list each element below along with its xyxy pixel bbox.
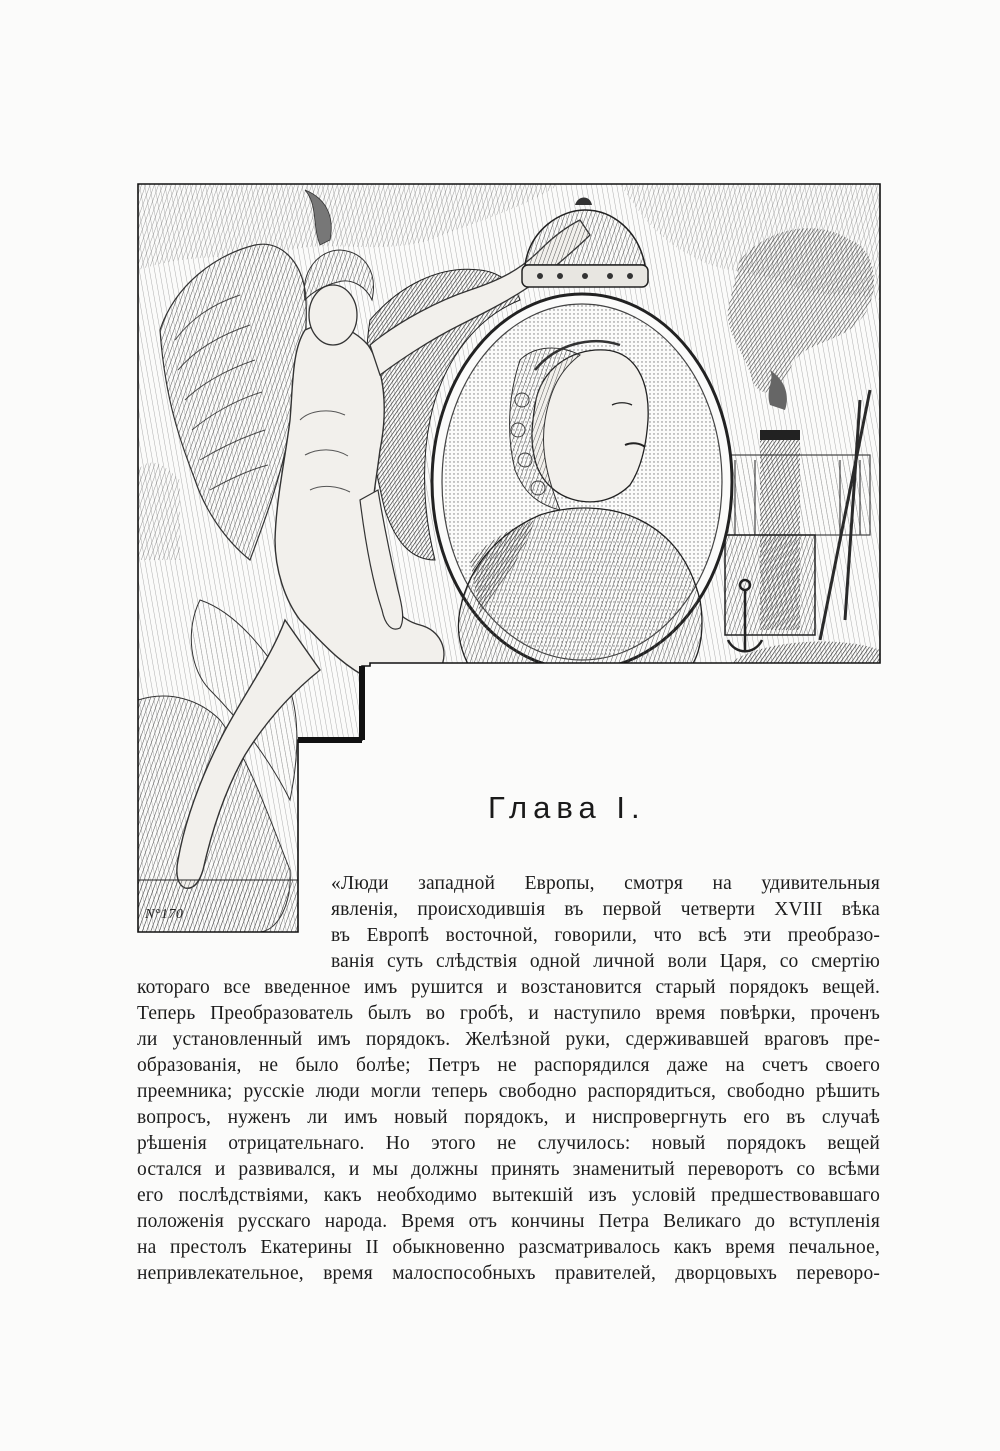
text-line: котораго все введенное имъ рушится и возстановится старый порядокъ вещей.	[137, 977, 880, 998]
text-line: на престолъ Екатерины II обыкновенно разсматривалось какъ время печальное,	[137, 1237, 880, 1258]
text-line: въ Европѣ восточной, говорили, что всѣ эти преобразо-	[331, 925, 880, 946]
text-line: ванія суть слѣдствія одной личной воли Царя, со смертію	[331, 951, 880, 972]
text-line: непривлекательное, время малоспособныхъ правителей, дворцовыхъ переворо-	[137, 1263, 880, 1284]
text-line: Теперь Преобразователь былъ во гробѣ, и наступило время повѣрки, проченъ	[137, 1003, 880, 1024]
text-line: вопросъ, нуженъ ли имъ новый порядокъ, и ниспровергнуть его въ случаѣ	[137, 1107, 880, 1128]
text-line: рѣшенія отрицательнаго. Но этого не случилось: новый порядокъ вещей	[137, 1133, 880, 1154]
plate-number: N°170	[145, 907, 184, 922]
text-line: образованія, не было болѣе; Петръ не распорядился даже на счетъ своего	[137, 1055, 880, 1076]
text-line: его послѣдствіями, какъ необходимо вытекшій изъ условій предшествовавшаго	[137, 1185, 880, 1206]
text-line: остался и развивался, и мы должны принять знаменитый переворотъ со всѣми	[137, 1159, 880, 1180]
text-line: положенія русскаго народа. Время отъ кончины Петра Великаго до вступленія	[137, 1211, 880, 1232]
text-line: «Люди западной Европы, смотря на удивительныя	[331, 873, 880, 894]
text-line: преемника; русскіе люди могли теперь свободно распорядиться, свободно рѣшить	[137, 1081, 880, 1102]
text-line: ли установленный имъ порядокъ. Желѣзной руки, сдерживавшей враговъ пре-	[137, 1029, 880, 1050]
chapter-title: Глава I.	[488, 790, 646, 825]
text-line: явленія, происходившія въ первой четверти XVIII вѣка	[331, 899, 880, 920]
